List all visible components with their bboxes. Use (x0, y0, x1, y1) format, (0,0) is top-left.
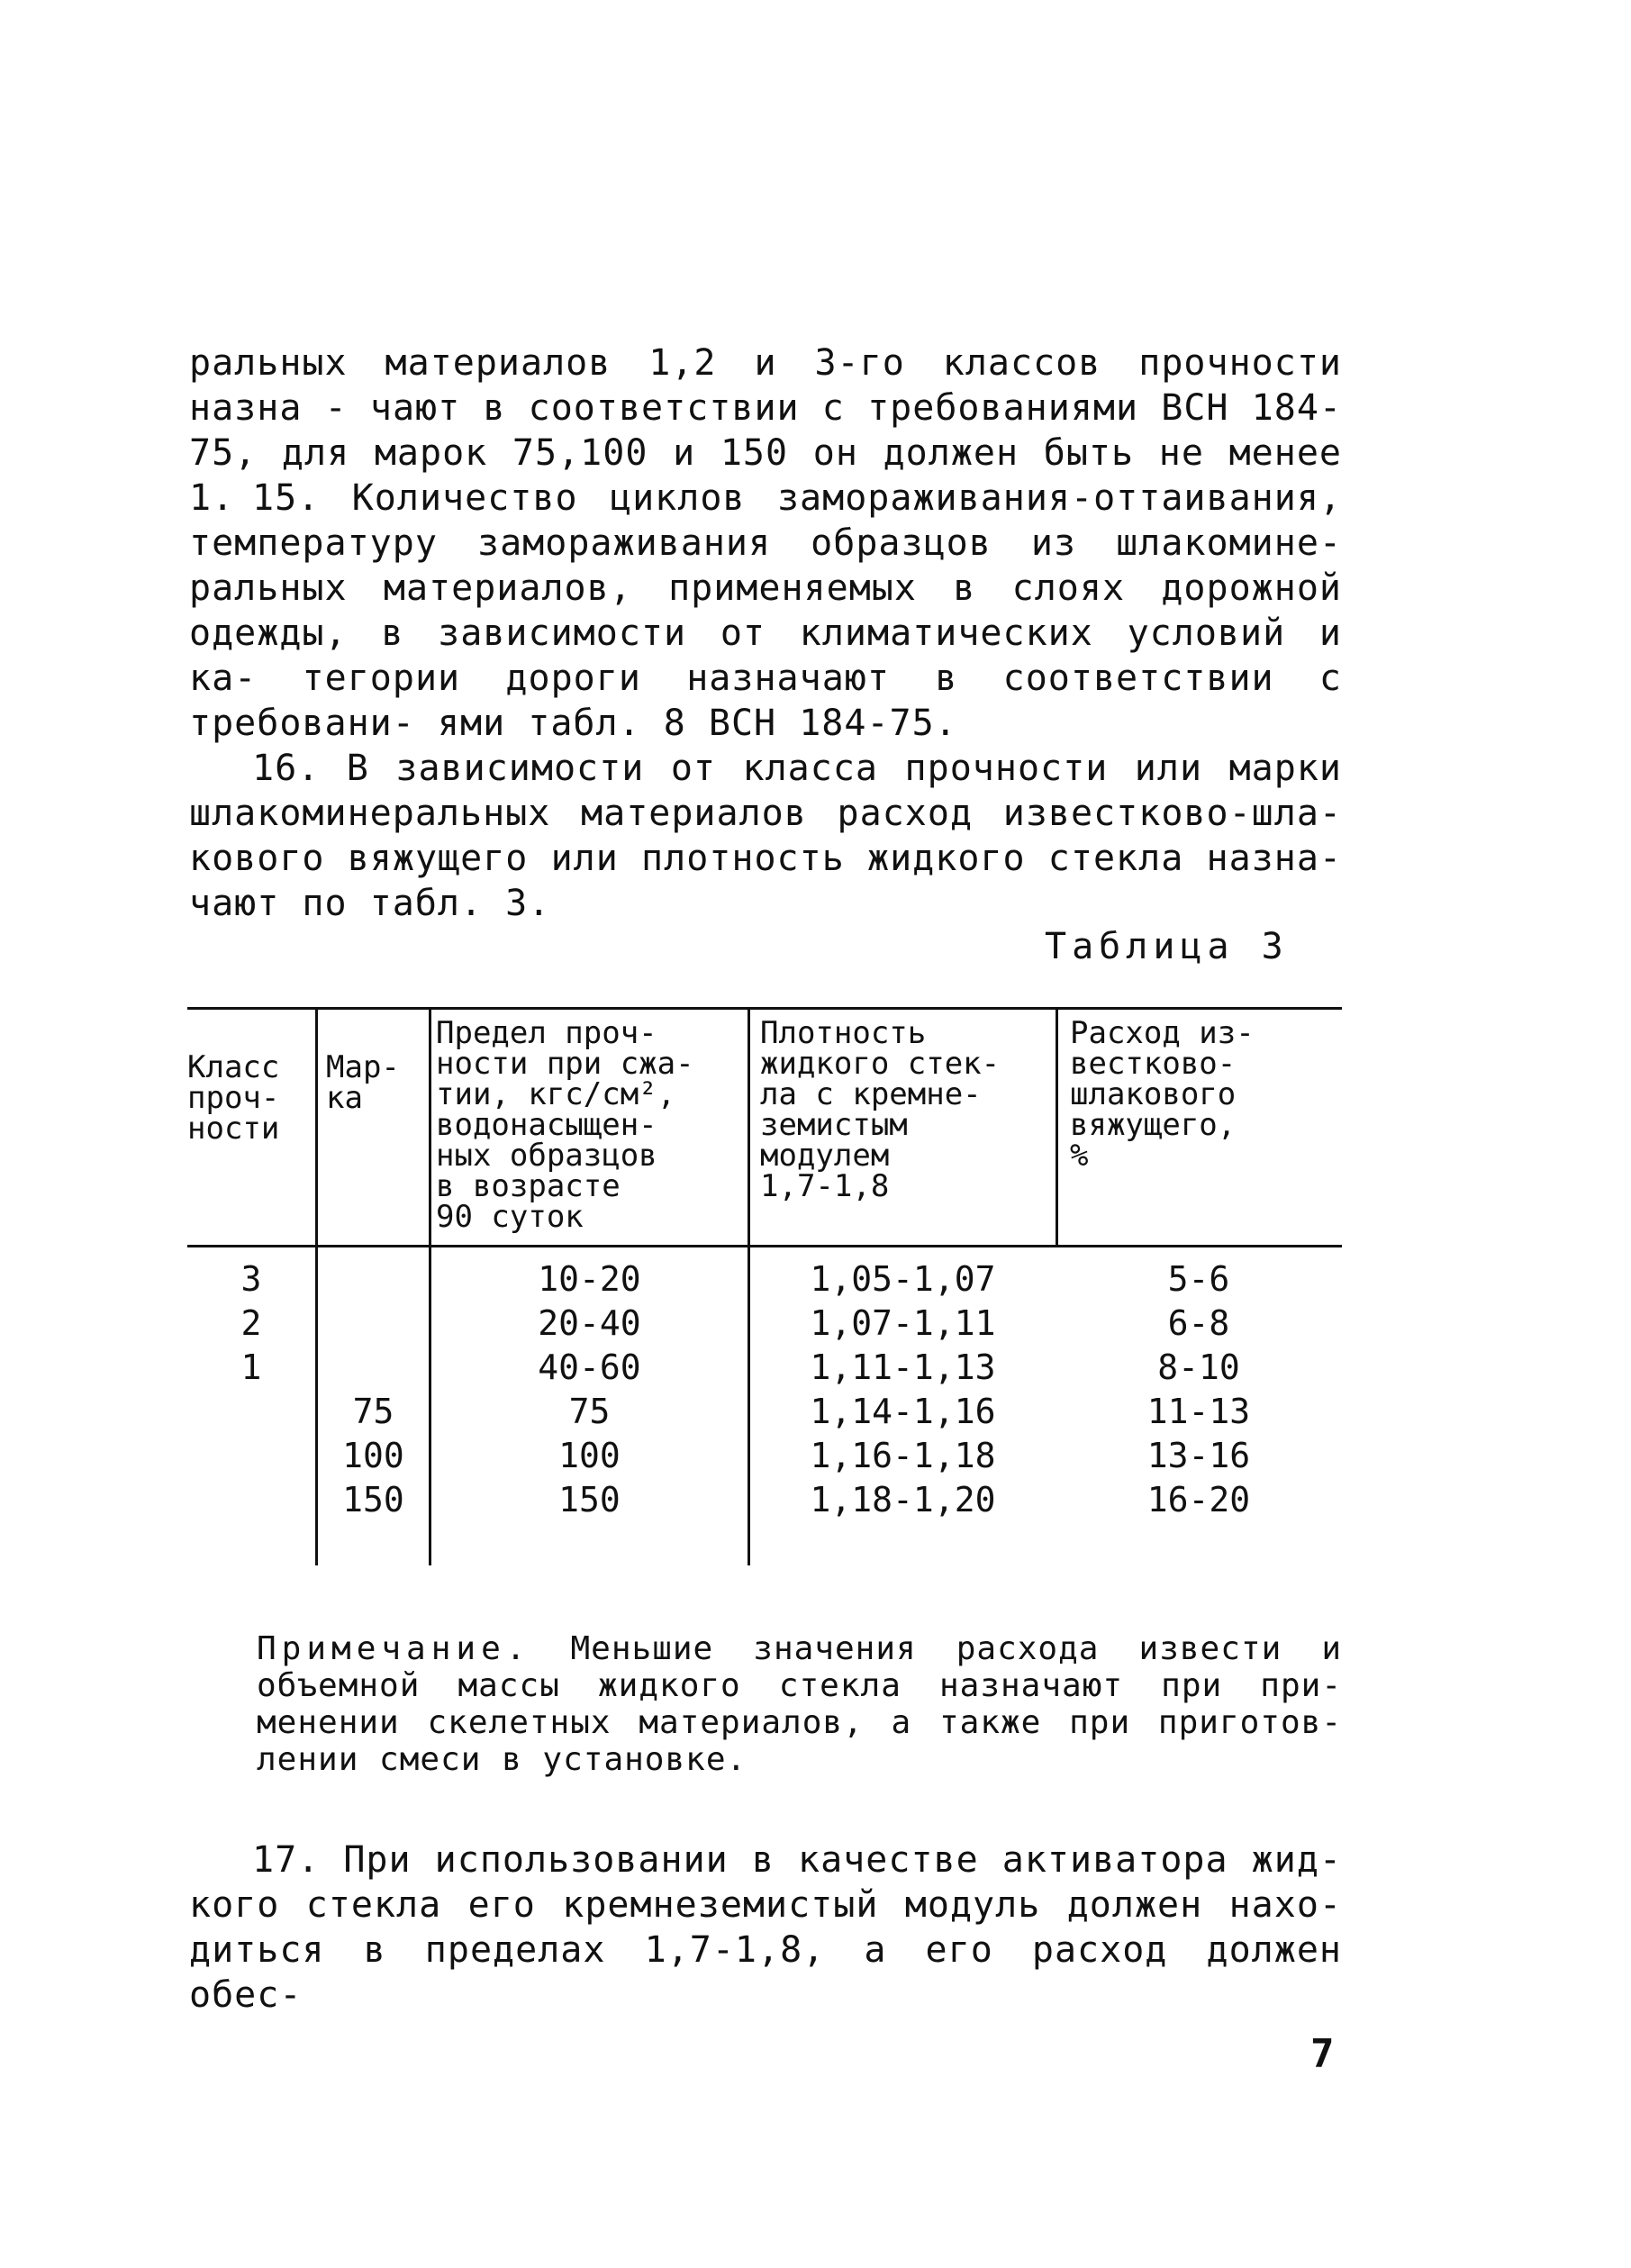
cell-density-col (750, 1257, 1056, 1522)
table-cell: 10-20 (538, 1259, 641, 1299)
paragraph-16: 16. В зависимости от класса прочности или марки шлакоминеральных материалов расход известково-шла- кового вяжущего или плотность жидкого стекла назна- чают по табл. 3. (189, 748, 1342, 924)
table-cell: 100 (342, 1436, 404, 1475)
header-class: Класс проч- ности (187, 1049, 280, 1147)
table-cell: 1,18-1,20 (810, 1480, 996, 1520)
table-cell: 150 (342, 1480, 404, 1520)
table-cell: 1 (240, 1347, 262, 1387)
table-cell: 75 (352, 1392, 394, 1431)
header-mark: Мар- ка (326, 1049, 400, 1116)
header-consumption: Расход из- вестково- шлакового вяжущего, % (1070, 1015, 1255, 1174)
table-cell: 2 (240, 1303, 262, 1343)
table-top-rule (187, 1007, 1342, 1010)
table-cell: 1,05-1,07 (810, 1259, 996, 1299)
header-strength: Предел проч- ности при сжа- тии, кгс/см², водонасыщен- ных образцов в возрасте 90 суток (436, 1015, 694, 1235)
table-cell: 1,14-1,16 (810, 1392, 996, 1431)
table-cell: 40-60 (538, 1347, 641, 1387)
table-cell: 1,11-1,13 (810, 1347, 996, 1387)
table-cell: 20-40 (538, 1303, 641, 1343)
table-3 (187, 1007, 1342, 1565)
table-cell (318, 1302, 429, 1346)
table-cell (318, 1346, 429, 1390)
table-cell (318, 1257, 429, 1302)
table-cell: 5-6 (1167, 1259, 1230, 1299)
cell-class-col (187, 1257, 315, 1522)
cell-mark-col (318, 1257, 429, 1522)
table-cell: 100 (558, 1436, 621, 1475)
note-text: Меньшие значения расхода извести и объемной массы жидкого стекла назначают при при- менении скелетных материалов, а также при приготов- лении смеси в установке. (257, 1630, 1342, 1778)
table-cell: 11-13 (1146, 1392, 1251, 1431)
table-cell: 1,07-1,11 (810, 1303, 996, 1343)
table-cell: 3 (240, 1259, 262, 1299)
table-cell (187, 1434, 315, 1478)
paragraph-17: 17. При использовании в качестве активатора жид- кого стекла его кремнеземистый модуль должен нахо- диться в пределах 1,7-1,8, а его расход должен обес- (189, 1839, 1342, 2016)
table-cell: 8-10 (1157, 1347, 1240, 1387)
table-cell: 75 (568, 1392, 611, 1431)
table-cell (187, 1478, 315, 1522)
table-caption: Таблица 3 (1045, 926, 1289, 967)
table-cell: 1,16-1,18 (810, 1436, 996, 1475)
paragraph-15: 15. Количество циклов замораживания-оттаивания, температуру замораживания образцов из шлакомине- ральных материалов, применяемых в слоях дорожной одежды, в зависимости от климатических условий и ка- тегории дороги назначают в соответствии с требовани- ями табл. 8 ВСН 184-75. (189, 477, 1342, 744)
header-density: Плотность жидкого стек- ла с кремне- земистым модулем 1,7-1,8 (760, 1015, 1001, 1204)
page-number: 7 (1310, 2031, 1335, 2077)
cell-strength-col (431, 1257, 748, 1522)
note-lead: Примечание. (257, 1630, 531, 1667)
table-cell: 6-8 (1167, 1303, 1230, 1343)
table-cell: 150 (558, 1480, 621, 1520)
cell-consumption-col (1056, 1257, 1342, 1522)
table-header-rule (187, 1245, 1342, 1247)
paragraph-continuation: ральных материалов 1,2 и 3-го классов прочности назна - чают в соответствии с требованиями ВСН 184-75, для марок 75,100 и 150 он должен быть не менее 1. (189, 342, 1342, 519)
table-cell: 16-20 (1146, 1480, 1251, 1520)
table-cell: 13-16 (1146, 1436, 1251, 1475)
col-divider-4 (1056, 1007, 1058, 1245)
table-note (257, 1630, 1342, 1778)
table-cell (187, 1390, 315, 1434)
